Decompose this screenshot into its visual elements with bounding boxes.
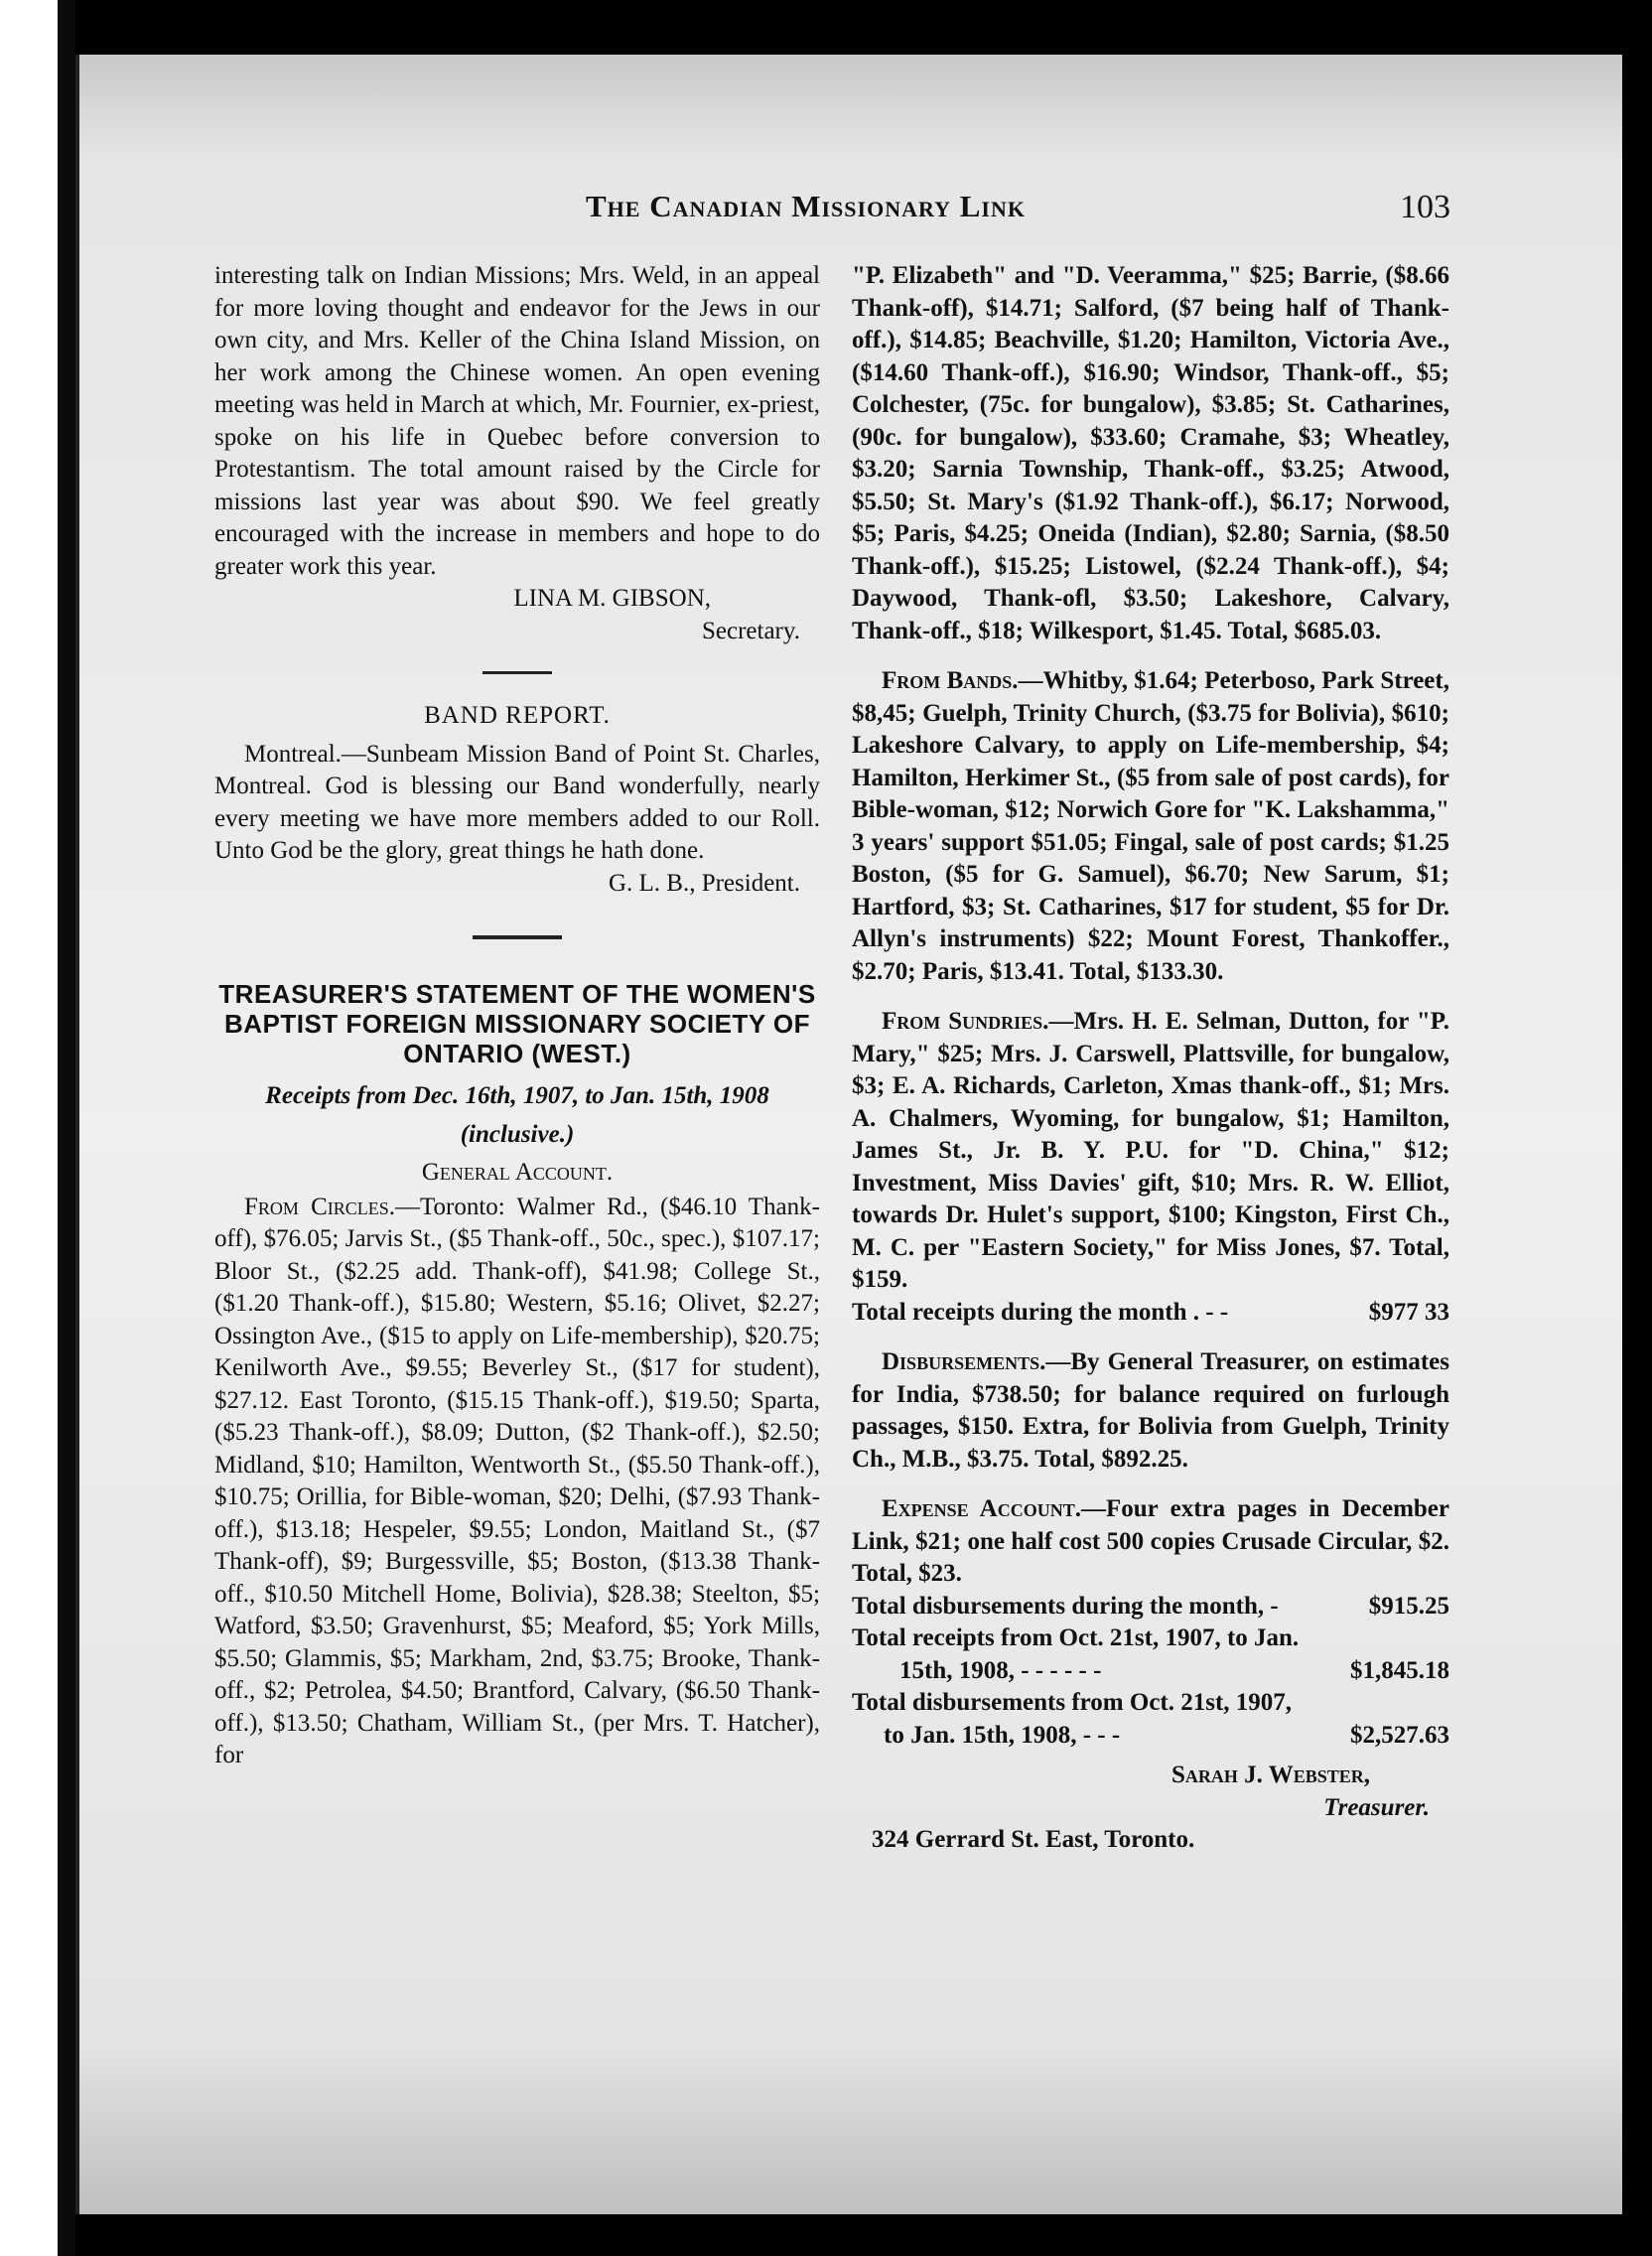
total-disbursements-oct-row xyxy=(852,1720,1449,1753)
expense-label: Expense Account. xyxy=(882,1495,1081,1522)
total-receipts-label: Total receipts during the month . - - xyxy=(852,1298,1229,1326)
from-circles-label: From Circles. xyxy=(244,1193,396,1220)
total-disbursements-oct-label: to Jan. 15th, 1908, - - - xyxy=(884,1721,1121,1749)
total-receipts-oct-value: $1,845.18 xyxy=(1350,1656,1449,1684)
total-receipts-oct-row xyxy=(852,1655,1449,1688)
from-bands-text: —Whitby, $1.64; Peterboso, Park Street, $8,45; Guelph, Trinity Church, ($3.75 for Bolivia), $610; Lakeshore Calvary, to apply on Life-membership, $4; Hamilton, Herkimer St., ($5 from sale of post cards), for Bible-woman, $12; Norwich Gore for "K. Lakshamma," 3 years' support $51.05; Fingal, sale of post cards; $1.25 Boston, ($5 for G. Samuel), $6.70; New Sarum, $1; Hartford, $3; St. Catharines, $17 for student, $5 for Dr. Allyn's instruments) $22; Mount Forest, Thankoffer., $2.70; Paris, $13.41. Total, $133.30. xyxy=(852,667,1449,985)
band-report-title: BAND REPORT. xyxy=(424,702,611,729)
section-divider xyxy=(482,671,552,674)
total-disbursements-month-value: $915.25 xyxy=(1368,1592,1449,1620)
running-title: The Canadian Missionary Link xyxy=(586,189,1026,223)
band-report-signature: G. L. B., President. xyxy=(608,869,800,897)
treasurer-address: 324 Gerrard St. East, Toronto. xyxy=(872,1826,1195,1853)
from-bands-label: From Bands. xyxy=(882,667,1019,694)
signature-name: LINA M. GIBSON, xyxy=(513,585,711,612)
from-circles-paragraph xyxy=(214,1192,820,1772)
disbursements-text: —By General Treasurer, on estimates for India, $738.50; for balance required on furlough passages, $150. Extra, for Bolivia from Guelph, Trinity Ch., M.B., $3.75. Total, $892.25. xyxy=(852,1348,1449,1473)
total-disbursements-oct-line: Total disbursements from Oct. 21st, 1907, xyxy=(852,1689,1293,1716)
signature-title: Secretary. xyxy=(701,617,800,644)
circle-report-paragraph: interesting talk on Indian Missions; Mrs. Weld, in an appeal for more loving thought and endeavor for the Jews in our own city, and Mrs. Keller of the China Island Mission, on her work among the Chinese women. An open evening meeting was held in March at which, Mr. Fournier, ex-priest, spoke on his life in Quebec before conversion to Protestantism. The total amount raised by the Circle for missions last year was about $90. We feel greatly encouraged with the increase in members and hope to do greater work this year. xyxy=(214,262,820,580)
treasurer-title: Treasurer. xyxy=(1323,1793,1430,1821)
from-sundries-paragraph xyxy=(852,1006,1449,1297)
from-circles-text: —Toronto: Walmer Rd., ($46.10 Thank-off), $76.05; Jarvis St., ($5 Thank-off., 50c., spec.), $107.17; Bloor St., ($2.25 add. Thank-off), $41.98; College St., ($1.20 Thank-off.), $15.80; Western, $5.16; Olivet, $2.27; Ossington Ave., ($15 to apply on Life-membership), $20.75; Kenilworth Ave., $9.55; Beverley St., ($17 for student), $27.12. East Toronto, ($15.15 Thank-off.), $19.50; Sparta, ($5.23 Thank-off.), $8.09; Dutton, ($2 Thank-off.), $2.50; Midland, $10; Hamilton, Wentworth St., ($5.50 Thank-off.), $10.75; Orillia, for Bible-woman, $20; Delhi, ($7.93 Thank-off.), $13.18; Hespeler, $9.55; London, Maitland St., ($7 Thank-off), $9; Burgessville, $5; Boston, ($13.38 Thank-off., $10.50 Mitchell Home, Bolivia), $28.38; Steelton, $5; Watford, $3.50; Gravenhurst, $5; Meaford, $5; York Mills, $5.50; Glammis, $5; Markham, 2nd, $3.75; Brooke, Thank-off., $2; Petrolea, $4.50; Brantford, Calvary, ($6.50 Thank-off.), $13.50; Chatham, William St., (per Mrs. T. Hatcher), for xyxy=(214,1193,820,1768)
circles-continued: "P. Elizabeth" and "D. Veeramma," $25; Barrie, ($8.66 Thank-off), $14.71; Salford, ($7 being half of Thank-off.), $14.85; Beachville, $1.20; Hamilton, Victoria Ave., ($14.60 Thank-off.), $16.90; Windsor, Thank-off., $5; Colchester, (75c. for bungalow), $3.85; St. Catharines, (90c. for bungalow), $33.60; Cramahe, $3; Wheatley, $3.20; Sarnia Township, Thank-off., $3.25; Atwood, $5.50; St. Mary's ($1.92 Thank-off.), $6.17; Norwood, $5; Paris, $4.25; Oneida (Indian), $2.80; Sarnia, ($8.50 Thank-off.), $15.25; Listowel, ($2.24 Thank-off.), $4; Daywood, Thank-ofl, $3.50; Lakeshore, Calvary, Thank-off., $18; Wilkesport, $1.45. Total, $685.03. xyxy=(852,262,1449,644)
book-spine xyxy=(58,0,75,2256)
expense-text: —Four extra pages in December Link, $21; one half cost 500 copies Crusade Circular, $2. Total, $23. xyxy=(852,1495,1449,1587)
band-report-text: Montreal.—Sunbeam Mission Band of Point St. Charles, Montreal. God is blessing our Band wonderfully, nearly every meeting we have more members added to our Roll. Unto God be the glory, great things he hath done. xyxy=(214,740,820,864)
from-bands-paragraph xyxy=(852,665,1449,988)
page-number: 103 xyxy=(1400,189,1450,225)
right-column xyxy=(852,260,1449,1857)
total-receipts-value: $977 33 xyxy=(1368,1298,1449,1326)
section-divider xyxy=(473,935,562,939)
receipts-period: Receipts from Dec. 16th, 1907, to Jan. 15th, 1908 xyxy=(265,1082,769,1109)
receipts-inclusive: (inclusive.) xyxy=(460,1120,575,1148)
from-sundries-text: —Mrs. H. E. Selman, Dutton, for "P. Mary," $25; Mrs. J. Carswell, Plattsville, for bungalow, $3; E. A. Richards, Carleton, Xmas thank-off., $1; Mrs. A. Chalmers, Wyoming, for bungalow, $1; Hamilton, James St., Jr. B. Y. P.U. for "D. China," $12; Investment, Miss Davies' gift, $10; Mrs. R. W. Elliot, towards Dr. Hulet's support, $100; Kingston, First Ch., M. C. per "Eastern Society," for Miss Jones, $7. Total, $159. xyxy=(852,1008,1449,1293)
total-disbursements-oct-value: $2,527.63 xyxy=(1350,1721,1449,1749)
treasurer-signature: Sarah J. Webster, xyxy=(1171,1762,1370,1788)
margin-strip xyxy=(0,0,58,2256)
total-disbursements-month-row xyxy=(852,1591,1449,1623)
disbursements-label: Disbursements. xyxy=(882,1348,1046,1375)
treasurer-statement-title: TREASURER'S STATEMENT OF THE WOMEN'S BAPTIST FOREIGN MISSIONARY SOCIETY OF ONTARIO (WEST.) xyxy=(218,979,816,1068)
general-account-heading: General Account. xyxy=(421,1159,614,1186)
expense-paragraph xyxy=(852,1493,1449,1591)
left-column xyxy=(214,260,820,1772)
total-receipts-oct-label: 15th, 1908, - - - - - - xyxy=(899,1656,1102,1684)
total-disbursements-month-label: Total disbursements during the month, - xyxy=(852,1592,1279,1620)
from-sundries-label: From Sundries. xyxy=(882,1008,1049,1035)
disbursements-paragraph xyxy=(852,1346,1449,1476)
total-receipts-oct-line: Total receipts from Oct. 21st, 1907, to Jan. xyxy=(852,1624,1300,1651)
total-receipts-row xyxy=(852,1297,1449,1330)
